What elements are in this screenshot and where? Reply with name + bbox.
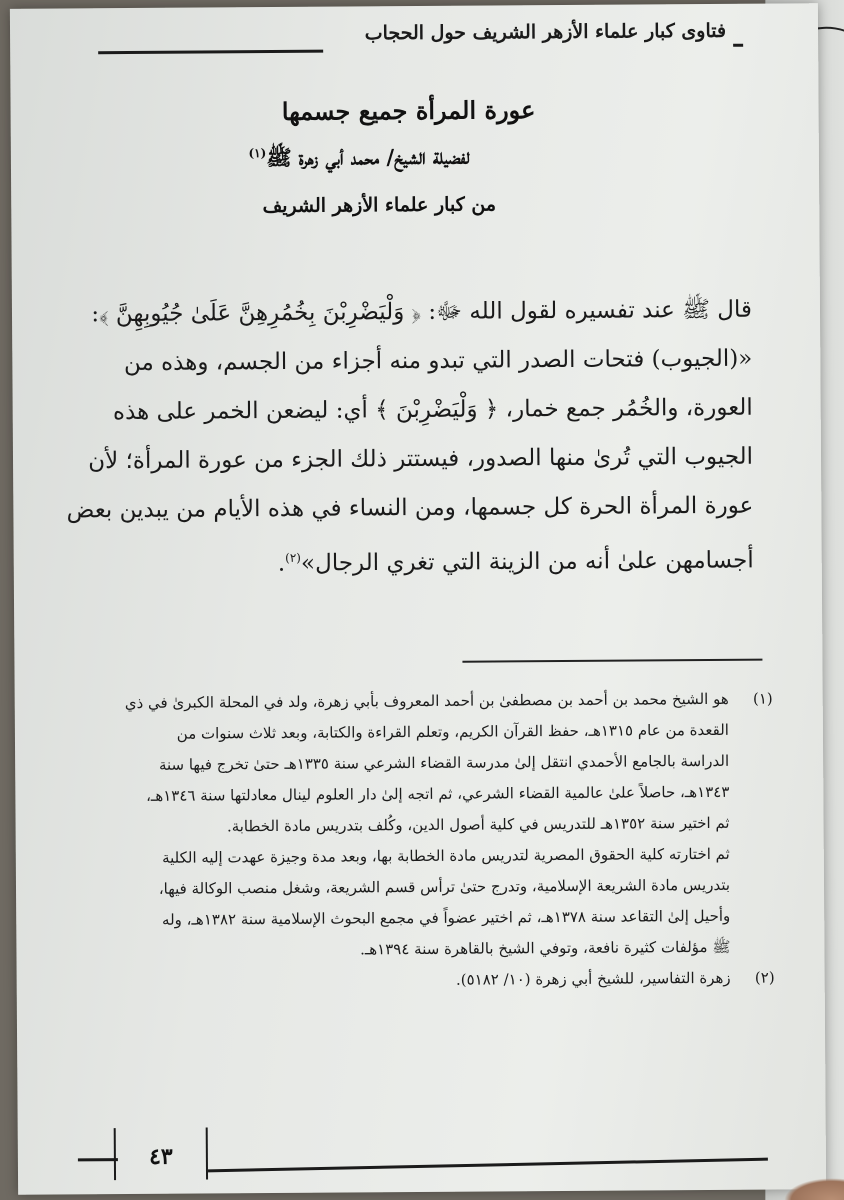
- body-line: قال ﷺ عند تفسيره لقول الله ﷻ: ﴿ وَلْيَضْرِبْنَ بِخُمُرِهِنَّ عَلَىٰ جُيُوبِهِنَّ ﴾:: [91, 296, 753, 328]
- author-footnote-ref: (١): [248, 146, 267, 161]
- running-head: فتاوى كبار علماء الأزهر الشريف حول الحجاب: [364, 19, 727, 45]
- page-number: ٤٣: [148, 1143, 173, 1170]
- author-affiliation: من كبار علماء الأزهر الشريف: [262, 193, 497, 218]
- author-text: لفضيلة الشيخ/ محمد أبي زهرة ﷺ: [266, 143, 470, 171]
- running-head-rule-end: [733, 44, 743, 47]
- footnote-line: زهرة التفاسير، للشيخ أبي زهرة (١٠/ ٥١٨٢).: [455, 968, 731, 989]
- footnote-number: (١): [752, 689, 773, 708]
- book-page: [10, 3, 826, 1195]
- footnote-1: [53, 684, 775, 968]
- footnote-line: القعدة من عام ١٣١٥هـ، حفظ القرآن الكريم، وتعلم القراءة والكتابة، وبعد ثلاث سنوات من: [176, 720, 729, 743]
- page-title: عورة المرأة جميع جسمها: [281, 95, 536, 126]
- hand-corner: [784, 1178, 844, 1200]
- footnote-line: ثم اختير سنة ١٣٥٢هـ للتدريس في كلية أصول الدين، وكُلف بتدريس مادة الخطابة.: [226, 813, 730, 836]
- footnote-line: بتدريس مادة الشريعة الإسلامية، وتدرج حتىٰ ترأس قسم الشريعة، وشغل منصب الوكالة فيها،: [158, 875, 731, 898]
- body-line-last: [50, 531, 754, 591]
- author-line: [149, 143, 569, 177]
- body-line: عورة المرأة الحرة كل جسمها، ومن النساء في هذه الأيام من يبدين بعض: [66, 492, 754, 524]
- footnote-line: هو الشيخ محمد بن أحمد بن مصطفىٰ بن أحمد المعروف بأبي زهرة، ولد في المحلة الكبرىٰ في ذي: [124, 689, 729, 713]
- footnote-line: ﷺ مؤلفات كثيرة نافعة، وتوفي الشيخ بالقاهرة سنة ١٣٩٤هـ.: [359, 937, 731, 959]
- body-paragraph: [48, 286, 754, 591]
- footer-rule-left: [78, 1158, 118, 1161]
- footnote-line: الدراسة بالجامع الأحمدي انتقل إلىٰ مدرسة القضاء الشرعي سنة ١٣٣٥هـ حتىٰ تخرج فيها سنة: [158, 751, 730, 774]
- body-footnote-ref: (٢): [285, 550, 301, 565]
- footnote-separator: [462, 659, 762, 663]
- body-line: العورة، والخُمُر جمع خمار، ﴿ وَلْيَضْرِبْنَ ﴾ أي: ليضعن الخمر على هذه: [112, 394, 753, 426]
- footnote-line: ثم اختارته كلية الحقوق المصرية لتدريس مادة الخطابة بها، وبعد مدة وجيزة عهدت إليه الكلية: [161, 844, 730, 867]
- body-line-text: أجسامهن علىٰ أنه من الزينة التي تغري الرجال»: [300, 547, 754, 577]
- running-head-rule: [98, 50, 323, 55]
- footnote-line: وأحيل إلىٰ التقاعد سنة ١٣٧٨هـ، ثم اختير عضواً في مجمع البحوث الإسلامية سنة ١٣٨٢هـ، وله: [161, 906, 731, 929]
- body-line-end: .: [277, 550, 286, 577]
- footnote-line: ١٣٤٣هـ، حاصلاً علىٰ عالمية القضاء الشرعي، ثم اتجه إلىٰ دار العلوم لينال معادلتها سنة ١٣٤٦هـ،: [145, 782, 730, 805]
- footer-rule-right: [208, 1158, 768, 1173]
- body-line: الجيوب التي تُرىٰ منها الصدور، فيستتر ذلك الجزء من عورة المرأة؛ لأن: [88, 443, 754, 475]
- footnotes: [53, 684, 775, 999]
- footnote-2: [55, 963, 775, 999]
- footnote-number: (٢): [754, 968, 775, 987]
- body-line: «(الجيوب) فتحات الصدر التي تبدو منه أجزاء من الجسم، وهذه من: [123, 345, 753, 377]
